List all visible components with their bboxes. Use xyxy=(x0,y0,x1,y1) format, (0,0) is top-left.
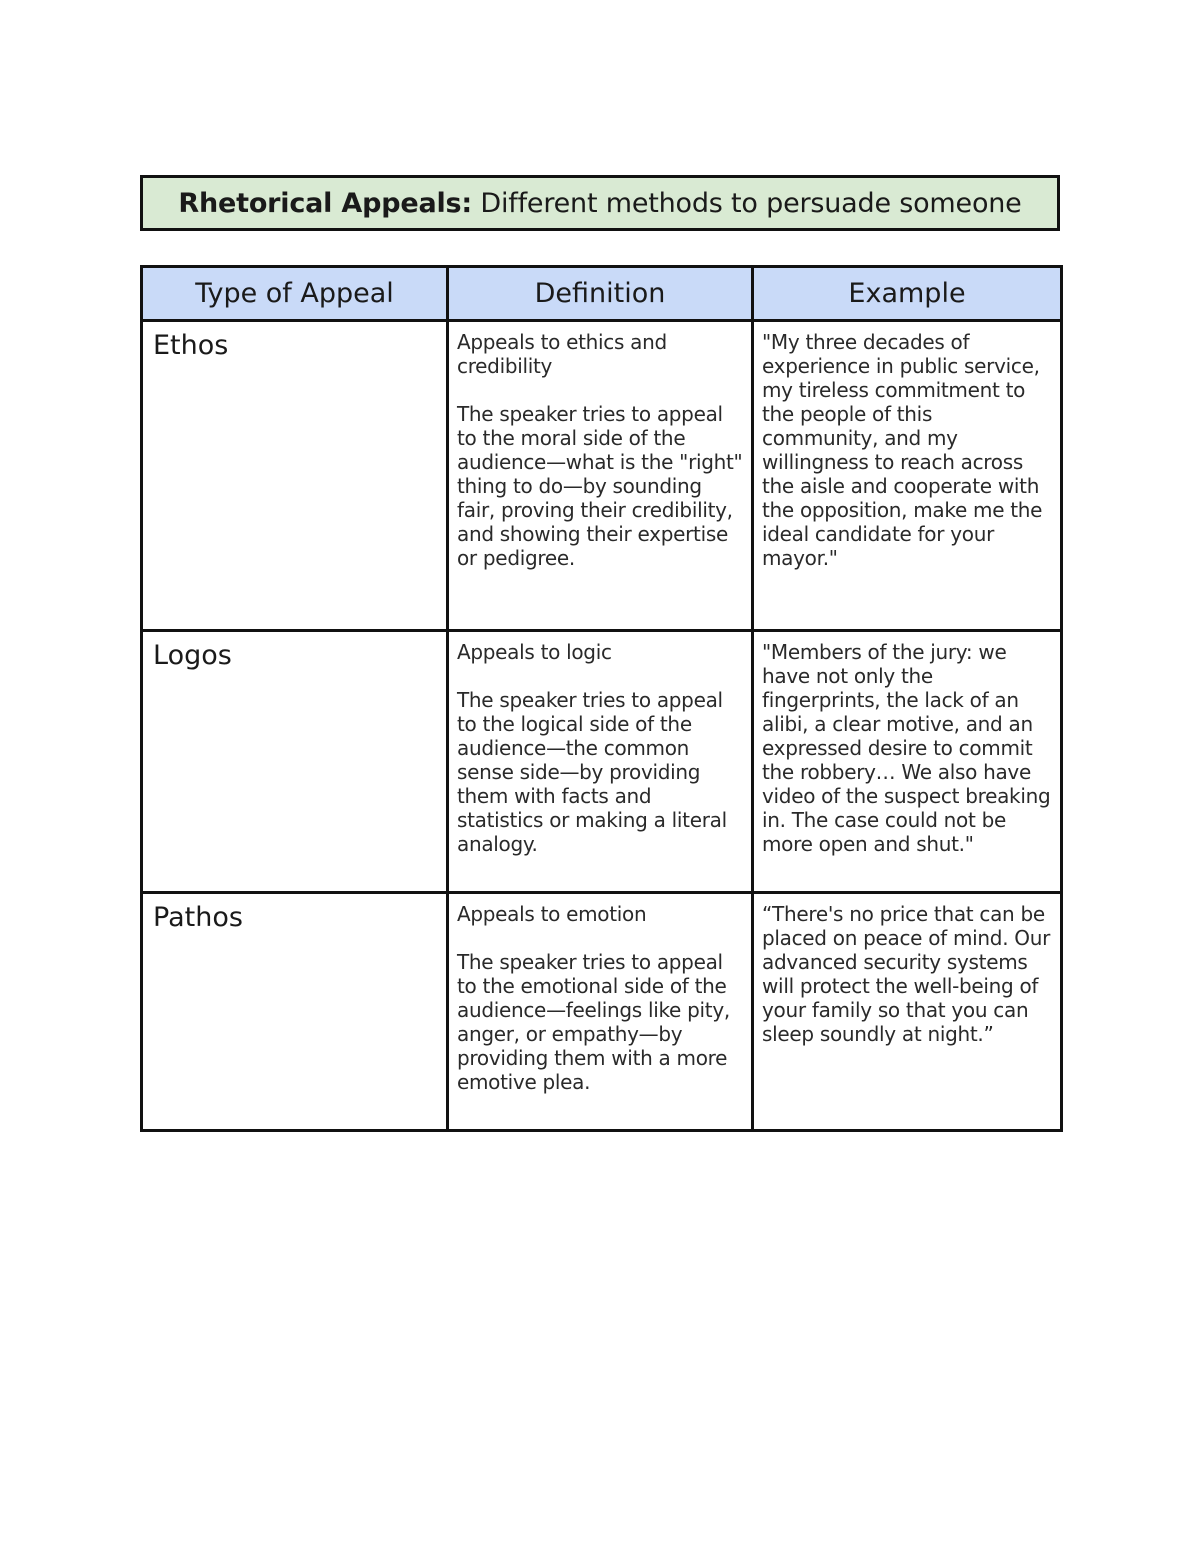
header-definition: Definition xyxy=(448,267,753,321)
definition-short-pathos: Appeals to emotion xyxy=(457,902,647,926)
definition-long-logos: The speaker tries to appeal to the logical side of the audience—the common sense side—by providing them with facts and statistics or making a literal analogy. xyxy=(457,688,727,856)
definition-short-logos: Appeals to logic xyxy=(457,640,612,664)
header-example: Example xyxy=(753,267,1062,321)
table-row-ethos xyxy=(142,321,1062,631)
title-rest-part: Different methods to persuade someone xyxy=(472,187,1022,219)
example-pathos xyxy=(753,893,1062,1131)
appeal-type-ethos: Ethos xyxy=(142,321,448,631)
title-bold-part: Rhetorical Appeals: xyxy=(178,187,473,219)
definition-pathos xyxy=(448,893,753,1131)
definition-long-ethos: The speaker tries to appeal to the moral side of the audience—what is the "right" thing to do—by sounding fair, proving their credibility, and showing their expertise or pedigree. xyxy=(457,402,743,570)
header-type-of-appeal: Type of Appeal xyxy=(142,267,448,321)
table-row-logos xyxy=(142,631,1062,893)
definition-short-ethos: Appeals to ethics and credibility xyxy=(457,330,667,378)
definition-long-pathos: The speaker tries to appeal to the emotional side of the audience—feelings like pity, anger, or empathy—by providing them with a more emotive plea. xyxy=(457,950,730,1094)
table-header-row xyxy=(142,267,1062,321)
definition-ethos xyxy=(448,321,753,631)
appeal-type-logos: Logos xyxy=(142,631,448,893)
appeals-table xyxy=(140,265,1063,1132)
definition-logos xyxy=(448,631,753,893)
example-text-ethos: "My three decades of experience in public service, my tireless commitment to the people of this community, and my willingness to reach across the aisle and cooperate with the opposition, make me the ideal candidate for your mayor." xyxy=(762,330,1043,570)
appeal-type-pathos: Pathos xyxy=(142,893,448,1131)
example-ethos xyxy=(753,321,1062,631)
document-title xyxy=(140,175,1060,231)
example-logos xyxy=(753,631,1062,893)
example-text-pathos: “There's no price that can be placed on peace of mind. Our advanced security systems will protect the well-being of your family so that you can sleep soundly at night.” xyxy=(762,902,1051,1046)
example-text-logos: "Members of the jury: we have not only the fingerprints, the lack of an alibi, a clear motive, and an expressed desire to commit the robbery… We also have video of the suspect breaking in. The case could not be more open and shut." xyxy=(762,640,1051,856)
table-row-pathos xyxy=(142,893,1062,1131)
